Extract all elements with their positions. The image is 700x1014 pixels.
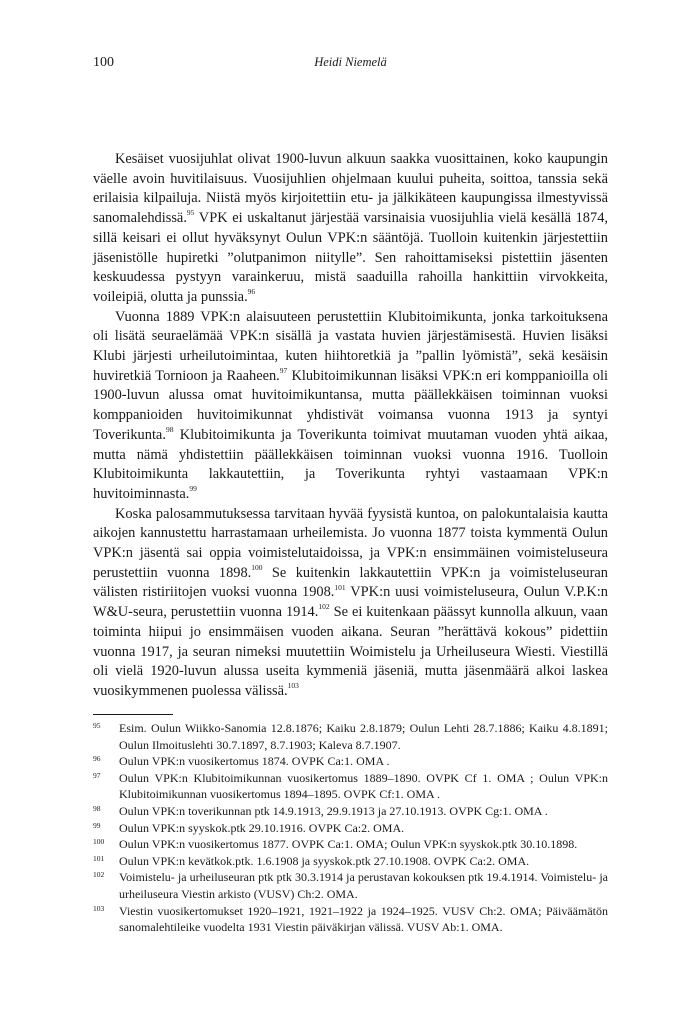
footnote-separator [93, 714, 173, 715]
footnote [93, 836, 608, 853]
footnote [93, 903, 608, 936]
footnote-text: Oulun VPK:n Klubitoimikunnan vuosikertomus 1889–1890. OVPK Cf 1. OMA ; Oulun VPK:n Klubitoimikunnan vuosikertomus 1894–1895. OVPK Cf:1. OMA . [119, 770, 608, 802]
footnote [93, 869, 608, 902]
paragraph-2 [93, 308, 608, 505]
footnote-number: 96 [93, 754, 101, 764]
footnote [93, 770, 608, 803]
footnote-ref: 102 [318, 602, 330, 612]
text-segment: Se ei kuitenkaan päässyt kunnolla alkuun, vaan toiminta hiipui jo ensimmäisen vuoden aikana. Seuran ”herättävä kokous” pidettiin vuonna 1917, ja seuran nimeksi muutettiin Woimistelu ja Urheiluseura Wiesti. Viestillä oli vielä 1920-luvun alussa useita kymmeniä jäseniä, mutta jäsenmäärä alkoi laskea vuosikymmenen puolessa välissä. [93, 604, 608, 699]
footnote [93, 853, 608, 870]
text-segment: Klubitoimikunnan lisäksi VPK:n eri komppanioilla oli 1900-luvun alussa omat huvitoimikuntansa, mutta päällekkäisen toiminnan vuoksi komppanioiden huvitoimikunnat yhdistivät voimansa vuonna 1913 ja syntyi Toverikunta. [93, 367, 608, 443]
footnote-number: 98 [93, 803, 101, 813]
footnote-number: 103 [93, 903, 105, 913]
footnote-number: 100 [93, 837, 105, 847]
footnote-text: Oulun VPK:n vuosikertomus 1877. OVPK Ca:1. OMA; Oulun VPK:n syyskok.ptk 30.10.1898. [119, 837, 578, 852]
footnote-ref: 100 [251, 562, 263, 572]
footnote-text: Oulun VPK:n syyskok.ptk 29.10.1916. OVPK Ca:2. OMA. [119, 820, 405, 835]
footnote-ref: 103 [287, 681, 299, 691]
running-head: Heidi Niemelä [314, 55, 387, 69]
footnotes [93, 720, 608, 936]
footnote-text: Oulun VPK:n kevätkok.ptk. 1.6.1908 ja syyskok.ptk 27.10.1908. OVPK Ca:2. OMA. [119, 853, 530, 868]
text-segment: Kesäiset vuosijuhlat olivat 1900-luvun alkuun saakka vuosittainen, koko kaupungin väelle avoin huvitilaisuus. Vuosijuhlien ohjelmaan kuului puheita, soittoa, tanssia sekä erilaisia kilpailuja. Niistä myös kirjoitettiin etu- ja jälkikäteen kaupungissa ilmestyvissä sanomalehdissä. [93, 151, 608, 227]
footnote-text: Viestin vuosikertomukset 1920–1921, 1921–1922 ja 1924–1925. VUSV Ch:2. OMA; Päiväämätön sanomalehtileike vuodelta 1931 Viestin päiväkirjan välissä. VUSV Ab:1. OMA. [119, 903, 608, 935]
footnote [93, 720, 608, 753]
footnote [93, 820, 608, 837]
text-segment: Vuonna 1889 VPK:n alaisuuteen perustettiin Klubitoimikunta, jonka tarkoituksena oli lisätä seuraelämää VPK:n sisällä ja vastata huvien järjestämisestä. Huvien lisäksi Klubi järjesti urheilutoimintaa, kuten hiihtoretkiä ja ”pallin lyömistä”, sekä kesäisin huviretkiä Tornioon ja Raaheen. [93, 308, 608, 384]
footnote-text: Oulun VPK:n vuosikertomus 1874. OVPK Ca:1. OMA . [119, 754, 390, 769]
footnote-text: Voimistelu- ja urheiluseuran ptk ptk 30.3.1914 ja perustavan kokouksen ptk 19.4.1914. Voimistelu- ja urheiluseura Viestin arkisto (VUSV) Ch:2. OMA. [119, 870, 608, 901]
footnote-text: Esim. Oulun Wiikko-Sanomia 12.8.1876; Kaiku 2.8.1879; Oulun Lehti 28.7.1886; Kaiku 4.8.1891; Oulun Ilmoituslehti 30.7.1897, 8.7.1903; Kaleva 8.7.1907. [119, 721, 608, 752]
text-segment: Se kuitenkin lakkautettiin VPK:n ja voimisteluseuran välisten ristiriitojen vuoksi vuonna 1908. [93, 564, 608, 601]
footnote-ref: 99 [189, 484, 197, 494]
body-text [93, 150, 608, 702]
footnote-number: 95 [93, 721, 101, 730]
text-segment: Klubitoimikunta ja Toverikunta toimivat muutaman vuoden yhtä aikaa, mutta nämä yhdistettiin päällekkäisen toiminnan vuoksi vuonna 1916. Tuolloin Klubitoimikunta lakkautettiin, ja Toverikunta ryhtyi vastaamaan VPK:n huvitoiminnasta. [93, 426, 608, 502]
text-segment: Koska palosammutuksessa tarvitaan hyvää fyysistä kuntoa, on palokuntalaisia kautta aikojen kannustettu harrastamaan urheilemista. Jo vuonna 1877 toista kymmentä Oulun VPK:n jäsentä sai oppia voimistelutaidoissa, ja VPK:n ensimmäinen voimisteluseura perustettiin vuonna 1898. [93, 505, 608, 581]
footnote-text: Oulun VPK:n toverikunnan ptk 14.9.1913, 29.9.1913 ja 27.10.1913. OVPK Cg:1. OMA . [119, 803, 548, 818]
footnote-number: 99 [93, 820, 101, 830]
footnote-ref: 98 [165, 425, 174, 435]
footnote-ref: 95 [186, 208, 195, 218]
page-number: 100 [93, 55, 114, 70]
footnote-ref: 101 [334, 582, 346, 592]
text-segment: VPK:n uusi voimisteluseura, Oulun V.P.K:n W&U-seura, perustettiin vuonna 1914. [93, 584, 608, 621]
footnote-number: 97 [93, 770, 101, 780]
paragraph-3 [93, 505, 608, 702]
footnote [93, 753, 608, 770]
text-segment: VPK ei uskaltanut järjestää varsinaisia vuosijuhlia vielä kesällä 1874, sillä keisari ei ollut hyväksynyt Oulun VPK:n sääntöjä. Tuolloin kuitenkin järjestettiin jäsenistölle hupiretki ”olutpanimon niitylle”. Sen rahoittamiseksi pistettiin jäsenten keskuudessa pystyyn varainkeruu, mistä saaduilla rahoilla hankittiin virvokkeita, voileipiä, olutta ja punssia. [93, 210, 608, 305]
footnote-number: 102 [93, 870, 105, 880]
page-header [93, 55, 608, 75]
footnote [93, 803, 608, 820]
footnote-ref: 97 [279, 365, 288, 375]
footnote-ref: 96 [247, 287, 256, 297]
footnote-number: 101 [93, 853, 105, 863]
paragraph-1 [93, 150, 608, 308]
